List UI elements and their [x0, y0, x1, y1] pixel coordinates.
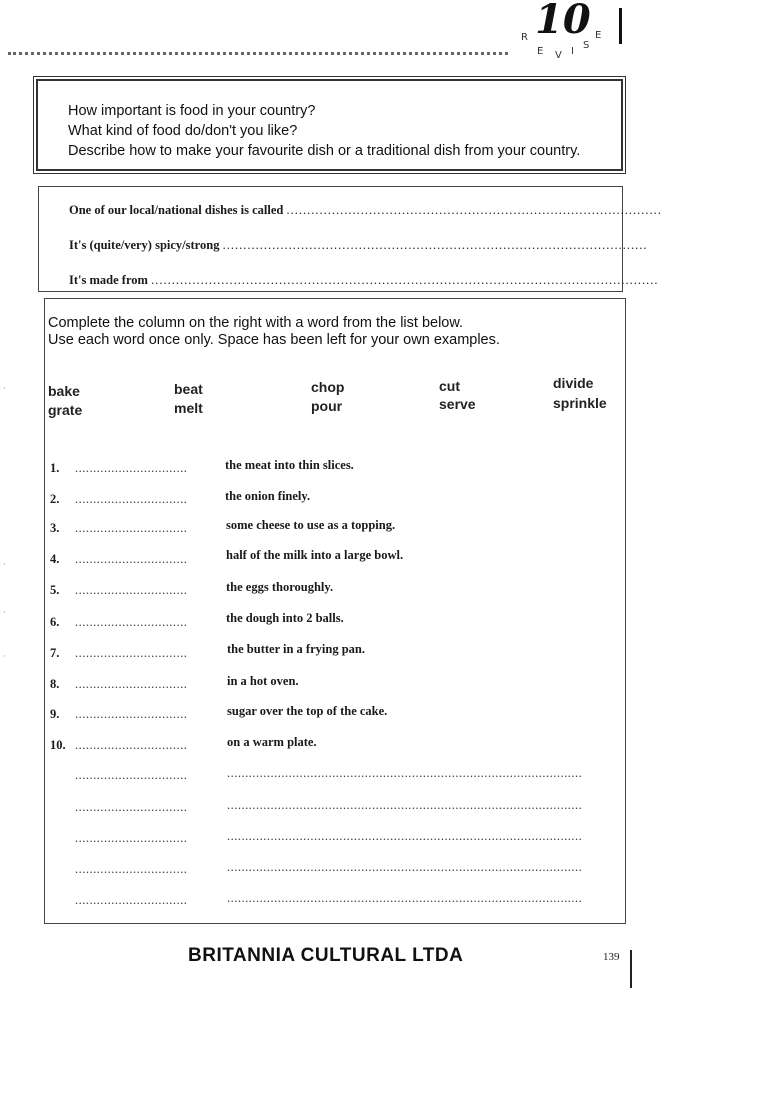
header-dotted-rule [8, 38, 508, 55]
own-example-sentence-blank[interactable]: .................................................................................................. [227, 891, 583, 905]
item-sentence: the dough into 2 balls. [226, 611, 344, 625]
item-number: 6. [50, 615, 60, 629]
word-beat: beat [174, 381, 203, 397]
item-sentence: half of the milk into a large bowl. [226, 548, 404, 562]
own-example-word-blank[interactable]: ............................... [75, 893, 188, 907]
revise-letter: V [555, 50, 562, 61]
item-answer-blank[interactable]: ............................... [75, 583, 188, 597]
word-cut: cut [439, 378, 460, 394]
discussion-box [36, 79, 623, 171]
discussion-question: How important is food in your country? [68, 103, 316, 119]
dish-ingredients-prompt: It's made from [69, 273, 148, 287]
item-sentence: the eggs thoroughly. [226, 580, 334, 594]
scan-margin-mark: · [3, 608, 6, 618]
word-serve: serve [439, 396, 476, 412]
word-chop: chop [311, 379, 345, 395]
item-number: 7. [50, 646, 60, 660]
unit-number: 10 [535, 0, 591, 43]
item-answer-blank[interactable]: ............................... [75, 738, 188, 752]
word-sprinkle: sprinkle [553, 395, 607, 411]
dish-name-line [69, 203, 662, 218]
item-answer-blank[interactable]: ............................... [75, 461, 188, 475]
word-melt: melt [174, 400, 203, 416]
own-example-sentence-blank[interactable]: .................................................................................................. [227, 766, 583, 780]
item-answer-blank[interactable]: ............................... [75, 615, 188, 629]
item-sentence: sugar over the top of the cake. [227, 704, 388, 718]
item-answer-blank[interactable]: ............................... [75, 646, 188, 660]
dish-name-prompt: One of our local/national dishes is called [69, 203, 284, 217]
item-number: 3. [50, 521, 60, 535]
item-number: 2. [50, 492, 60, 506]
revise-letter: S [583, 40, 590, 51]
page-number: 139 [603, 951, 620, 963]
item-sentence: some cheese to use as a topping. [226, 518, 396, 532]
scan-margin-mark: · [3, 560, 6, 570]
discussion-question: What kind of food do/don't you like? [68, 123, 298, 139]
dish-spice-prompt: It's (quite/very) spicy/strong [69, 238, 220, 252]
publisher-name: BRITANNIA CULTURAL LTDA [188, 945, 464, 966]
scan-margin-mark: · [3, 384, 6, 394]
word-divide: divide [553, 375, 594, 391]
section-label-revise [517, 26, 607, 66]
own-example-sentence-blank[interactable]: .................................................................................................. [227, 829, 583, 843]
own-example-word-blank[interactable]: ............................... [75, 831, 188, 845]
item-number: 8. [50, 677, 60, 691]
scan-margin-mark: · [3, 652, 6, 662]
dish-name-blank[interactable]: ........................................................................................... [286, 203, 662, 217]
own-example-sentence-blank[interactable]: .................................................................................................. [227, 860, 583, 874]
item-answer-blank[interactable]: ............................... [75, 521, 188, 535]
word-bake: bake [48, 383, 80, 399]
item-number: 5. [50, 583, 60, 597]
local-dish-box [38, 186, 662, 292]
own-example-sentence-blank[interactable]: .................................................................................................. [227, 798, 583, 812]
unit-divider [619, 8, 622, 44]
own-example-word-blank[interactable]: ............................... [75, 862, 188, 876]
dish-spice-line [69, 238, 647, 253]
item-number: 1. [50, 461, 60, 475]
item-number: 10. [50, 738, 66, 752]
item-sentence: the butter in a frying pan. [227, 642, 365, 656]
exercise-instruction: Use each word once only. Space has been left for your own examples. [48, 332, 500, 348]
discussion-question: Describe how to make your favourite dish or a traditional dish from your country. [68, 143, 581, 159]
dish-spice-blank[interactable]: ....................................................................................................... [222, 238, 648, 252]
item-sentence: on a warm plate. [227, 735, 317, 749]
revise-letter: R [521, 32, 528, 43]
item-answer-blank[interactable]: ............................... [75, 552, 188, 566]
own-example-word-blank[interactable]: ............................... [75, 800, 188, 814]
item-sentence: the onion finely. [225, 489, 311, 503]
item-answer-blank[interactable]: ............................... [75, 707, 188, 721]
item-sentence: in a hot oven. [227, 674, 299, 688]
item-answer-blank[interactable]: ............................... [75, 492, 188, 506]
revise-letter: E [595, 30, 602, 41]
dish-ingredients-line [69, 273, 658, 288]
item-sentence: the meat into thin slices. [225, 458, 354, 472]
page-edge-bar [630, 950, 632, 988]
item-answer-blank[interactable]: ............................... [75, 677, 188, 691]
item-number: 4. [50, 552, 60, 566]
dish-ingredients-blank[interactable]: ........................................................................................................................... [151, 273, 659, 287]
revise-letter: E [537, 46, 544, 57]
word-grate: grate [48, 402, 83, 418]
exercise-box [44, 298, 626, 924]
item-number: 9. [50, 707, 60, 721]
exercise-instruction: Complete the column on the right with a word from the list below. [48, 315, 464, 331]
revise-letter: I [571, 46, 574, 57]
word-pour: pour [311, 398, 343, 414]
own-example-word-blank[interactable]: ............................... [75, 768, 188, 782]
